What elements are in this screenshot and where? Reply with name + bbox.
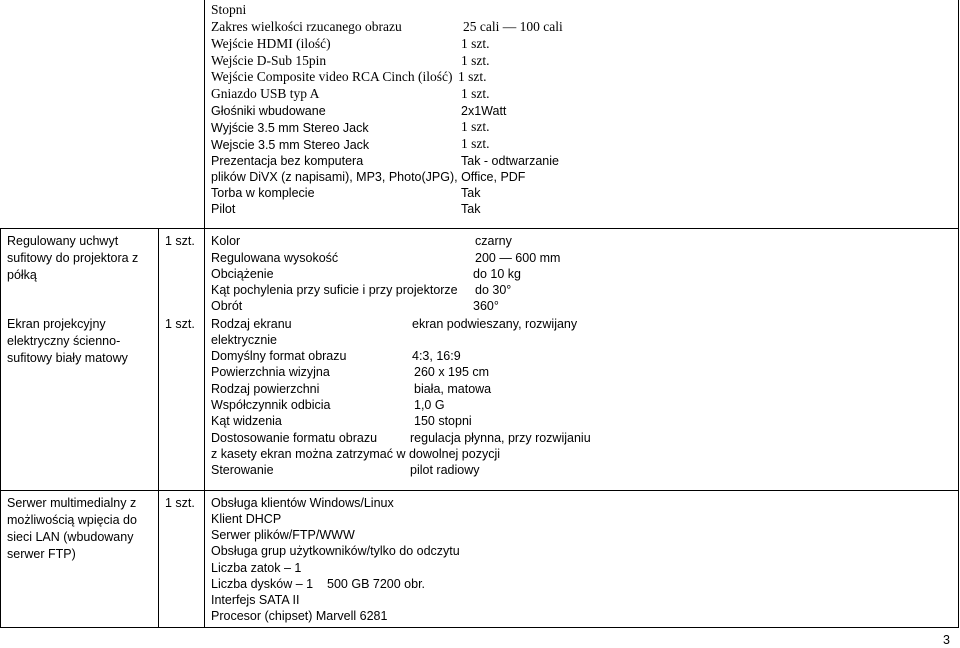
spec-label: Rodzaj ekranu [211,317,292,331]
spec-value: 200 — 600 mm [475,251,561,265]
table-border-left [0,228,1,628]
row-divider-1 [0,228,959,229]
spec-value: 1 szt. [458,69,487,84]
spec-label: Obrót [211,299,243,313]
spec-label: Wyjście 3.5 mm Stereo Jack [211,121,369,135]
spec-label: Obciążenie [211,267,274,281]
serwer-feature: Obsługa klientów Windows/Linux [211,496,394,510]
spec-label: Wejscie 3.5 mm Stereo Jack [211,138,370,152]
spec-label: Domyślny format obrazu [211,349,347,363]
spec-value: 360° [473,299,499,313]
spec-label: Pilot [211,202,236,216]
serwer-feature: Klient DHCP [211,512,282,526]
serwer-name: Serwer multimedialny z możliwością wpięcia do sieci LAN (wbudowany serwer FTP) [7,496,137,561]
spec-label: Rodzaj powierzchni [211,382,320,396]
serwer-feature: Liczba zatok – 1 [211,561,302,575]
table-border-right [958,0,959,628]
spec-continuation: elektrycznie [211,333,277,347]
page-number: 3 [943,633,950,647]
spec-value: do 10 kg [473,267,521,281]
spec-value: czarny [475,234,512,248]
serwer-qty: 1 szt. [165,496,195,510]
spec-label: Kąt widzenia [211,414,282,428]
uchwyt-name: Regulowany uchwyt sufitowy do projektora z półką [7,234,139,282]
spec-value: 25 cali — 100 cali [463,19,563,34]
column-divider-2 [204,0,205,628]
uchwyt-qty: 1 szt. [165,234,195,248]
column-divider-1 [158,228,159,628]
serwer-feature: Procesor (chipset) Marvell 6281 [211,609,388,623]
spec-label: Wejście HDMI (ilość) [211,36,331,51]
spec-continuation: z kasety ekran można zatrzymać w dowolnej pozycji [211,447,501,461]
serwer-feature: Obsługa grup użytkowników/tylko do odczytu [211,544,460,558]
spec-value: 1 szt. [461,136,490,151]
table-border-bottom [0,627,959,628]
row-divider-2 [0,490,959,491]
spec-value: 1,0 G [414,398,445,412]
spec-label: Regulowana wysokość [211,251,339,265]
spec-value: 260 x 195 cm [414,365,490,379]
spec-value: 1 szt. [461,86,490,101]
spec-value: 1 szt. [461,53,490,68]
stopni-text: Stopni [211,2,247,17]
spec-label: Głośniki wbudowane [211,104,326,118]
spec-value: 4:3, 16:9 [412,349,461,363]
spec-label: Powierzchnia wizyjna [211,365,330,379]
spec-value: ekran podwieszany, rozwijany [412,317,578,331]
spec-continuation: plików DiVX (z napisami), MP3, Photo(JPG), Office, PDF [211,170,526,184]
spec-value: pilot radiowy [410,463,480,477]
serwer-feature: Serwer plików/FTP/WWW [211,528,355,542]
ekran-qty: 1 szt. [165,317,195,331]
spec-value: Tak [461,186,481,200]
spec-value: do 30° [475,283,512,297]
spec-label: Sterowanie [211,463,274,477]
spec-value: 2x1Watt [461,104,507,118]
spec-label: Gniazdo USB typ A [211,86,320,101]
spec-label: Wejście Composite video RCA Cinch (ilość) [211,69,453,84]
spec-label: Kolor [211,234,241,248]
spec-value: Tak [461,202,481,216]
spec-label: Torba w komplecie [211,186,315,200]
spec-label: Dostosowanie formatu obrazu [211,431,378,445]
spec-value: 150 stopni [414,414,472,428]
serwer-feature: Interfejs SATA II [211,593,300,607]
spec-value: Tak - odtwarzanie [461,154,559,168]
spec-label: Współczynnik odbicia [211,398,331,412]
ekran-name: Ekran projekcyjny elektryczny ścienno-sufitowy biały matowy [7,317,128,365]
spec-label: Wejście D-Sub 15pin [211,53,327,68]
spec-value: biała, matowa [414,382,492,396]
spec-label: Kąt pochylenia przy suficie i przy projektorze [211,283,458,297]
serwer-feature: Liczba dysków – 1 500 GB 7200 obr. [211,577,426,591]
spec-label: Zakres wielkości rzucanego obrazu [211,19,402,34]
spec-value: regulacja płynna, przy rozwijaniu [410,431,591,445]
spec-value: 1 szt. [461,36,490,51]
spec-value: 1 szt. [461,119,490,134]
spec-label: Prezentacja bez komputera [211,154,364,168]
